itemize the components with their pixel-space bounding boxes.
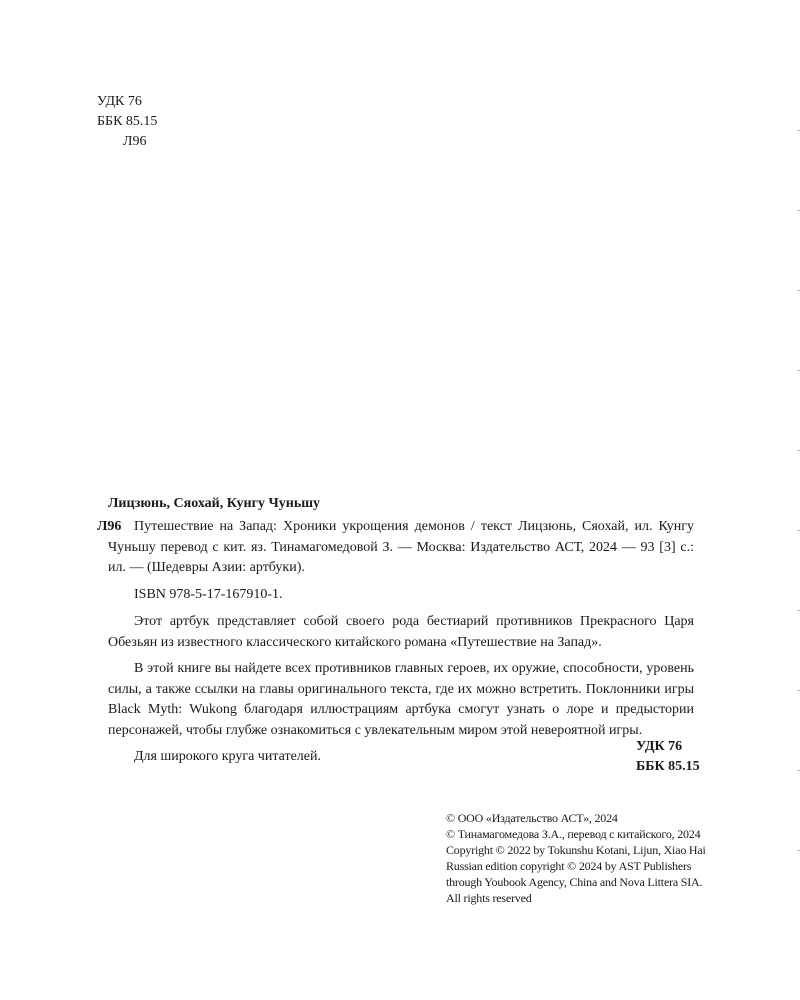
bibliographic-record (108, 517, 694, 768)
copyright-block (446, 810, 706, 906)
copyright-line: through Youbook Agency, China and Nova Littera SIA. (446, 875, 703, 889)
classification-codes-right (636, 737, 700, 777)
udk-code: УДК 76 (97, 94, 142, 109)
author-line: Лицзюнь, Сяохай, Кунгу Чуньшу (108, 496, 321, 511)
author-code: Л96 (97, 519, 122, 534)
annotation-paragraph-1: Этот артбук представляет собой своего рода бестиарий противников Прекрасного Царя Обезьян из известного классического китайского романа «Путешествие на Запад». (108, 614, 694, 650)
copyright-line: © Тинамагомедова З.А., перевод с китайского, 2024 (446, 827, 701, 841)
copyright-line: © ООО «Издательство АСТ», 2024 (446, 811, 618, 825)
book-description: Путешествие на Запад: Хроники укрощения демонов / текст Лицзюнь, Сяохай, ил. Кунгу Чуньшу перевод с кит. яз. Тинамагомедовой З. — Москва: Издательство АСТ, 2024 — 93 [3] с.: ил. — (Шедевры Азии: артбуки). (108, 519, 694, 575)
classification-block (97, 92, 157, 152)
isbn: ISBN 978-5-17-167910-1. (134, 586, 283, 602)
annotation-paragraph-2: В этой книге вы найдете всех противников главных героев, их оружие, способности, уровень силы, а также ссылки на главы оригинального текста, где их можно встретить. Поклонники игры Black Myth: Wukong благодаря иллюстрациям артбука смогут узнать о лоре и предыстории персонажей, чтобы глубже ознакомиться с увлекательным миром этой невероятной игры. (108, 661, 694, 738)
bbk-code: ББК 85.15 (97, 114, 158, 129)
copyright-line: All rights reserved (446, 891, 532, 905)
bbk-code-right: ББК 85.15 (636, 759, 700, 774)
audience-note: Для широкого круга читателей. (134, 749, 322, 764)
author-sign: Л96 (123, 134, 147, 149)
udk-code-right: УДК 76 (636, 739, 683, 754)
copyright-line: Copyright © 2022 by Tokunshu Kotani, Lijun, Xiao Hai (446, 843, 706, 857)
copyright-line: Russian edition copyright © 2024 by AST Publishers (446, 859, 692, 873)
